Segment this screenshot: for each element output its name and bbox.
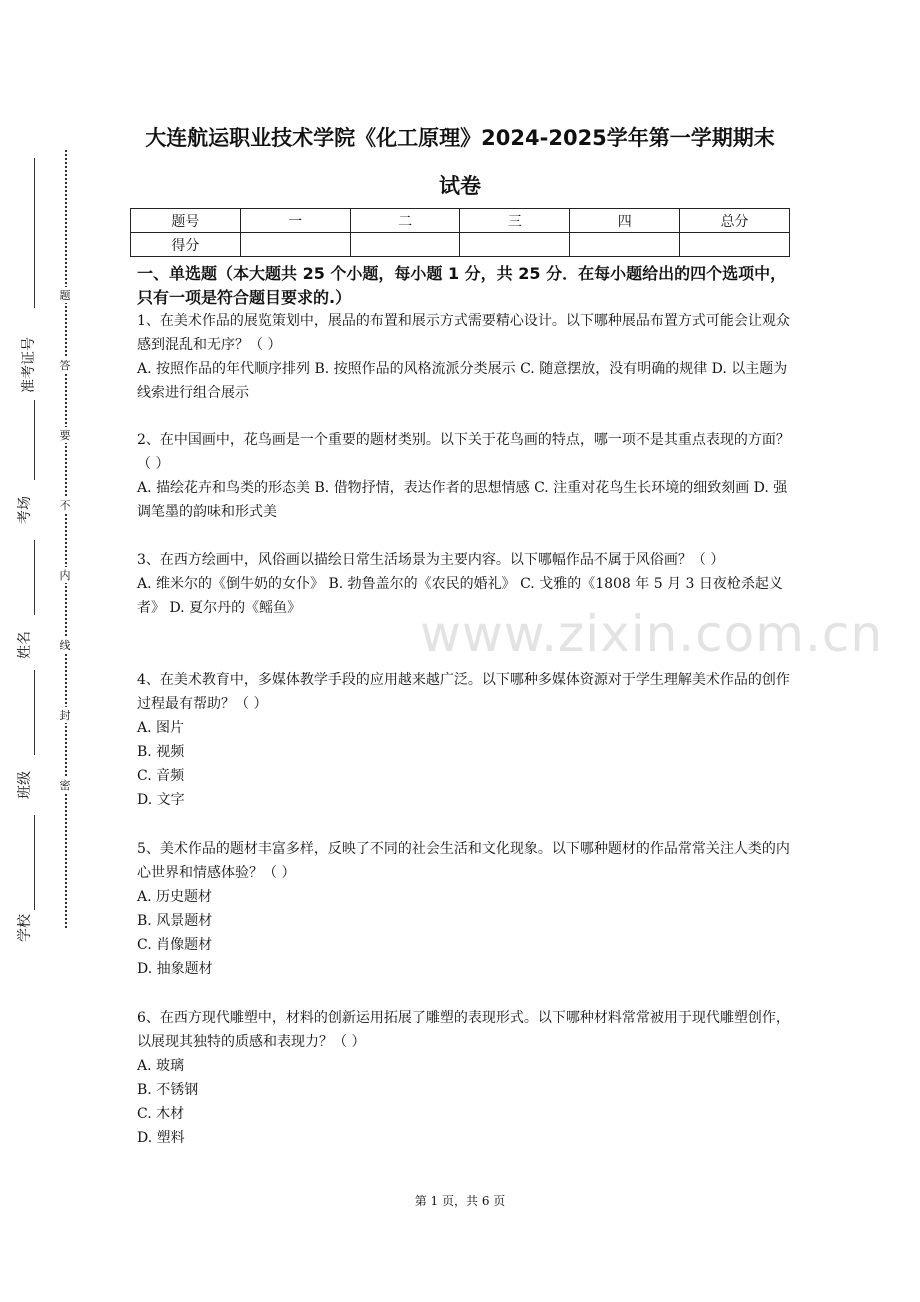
fill-line bbox=[34, 815, 35, 910]
score-cell bbox=[460, 233, 570, 257]
label-exam-number: 准考证号 bbox=[21, 337, 37, 393]
binding-char: 内 bbox=[59, 569, 71, 582]
score-header-cell: 题号 bbox=[131, 209, 241, 233]
question-options: A. 描绘花卉和鸟类的形态美 B. 借物抒情，表达作者的思想情感 C. 注重对花鸟生长环境的细致刻画 D. 强调笔墨的韵味和形式美 bbox=[137, 480, 788, 520]
question-stem: 3、在西方绘画中，风俗画以描绘日常生活场景为主要内容。以下哪幅作品不属于风俗画？（ ） bbox=[137, 552, 725, 568]
score-header-row bbox=[131, 209, 790, 233]
label-class: 班级 bbox=[17, 771, 33, 799]
fill-line bbox=[34, 400, 35, 480]
binding-char: 要 bbox=[59, 429, 71, 442]
binding-char: 封 bbox=[59, 709, 71, 722]
question-5 bbox=[137, 837, 797, 981]
score-cell bbox=[570, 233, 680, 257]
score-header-cell: 一 bbox=[240, 209, 350, 233]
score-header-cell: 四 bbox=[570, 209, 680, 233]
score-table bbox=[130, 208, 790, 257]
fill-line bbox=[34, 158, 35, 308]
option: A. 历史题材 bbox=[137, 889, 213, 905]
score-header-cell: 二 bbox=[350, 209, 460, 233]
binding-char: 密 bbox=[59, 779, 71, 792]
option: D. 塑料 bbox=[137, 1130, 185, 1146]
label-exam-room: 考场 bbox=[17, 496, 33, 524]
question-stem: 2、在中国画中，花鸟画是一个重要的题材类别。以下关于花鸟画的特点，哪一项不是其重点表现的方面？（ ） bbox=[137, 432, 790, 472]
watermark: www.zixin.com.cn bbox=[420, 605, 884, 663]
option: D. 抽象题材 bbox=[137, 961, 213, 977]
question-4 bbox=[137, 668, 797, 812]
question-3 bbox=[137, 548, 797, 620]
score-row bbox=[131, 233, 790, 257]
score-header-cell: 总分 bbox=[680, 209, 790, 233]
option: A. 玻璃 bbox=[137, 1058, 185, 1074]
score-cell bbox=[350, 233, 460, 257]
question-1 bbox=[137, 309, 797, 405]
option: B. 视频 bbox=[137, 744, 185, 760]
fill-line bbox=[34, 670, 35, 755]
question-6 bbox=[137, 1006, 797, 1150]
label-school: 学校 bbox=[17, 914, 33, 942]
binding-char: 线 bbox=[59, 639, 71, 652]
score-cell bbox=[240, 233, 350, 257]
option: A. 图片 bbox=[137, 720, 185, 736]
question-2 bbox=[137, 428, 797, 524]
option: D. 文字 bbox=[137, 792, 185, 808]
fill-line bbox=[34, 540, 35, 615]
question-stem: 4、在美术教育中，多媒体教学手段的应用越来越广泛。以下哪种多媒体资源对于学生理解美术作品的创作过程最有帮助？（ ） bbox=[137, 672, 790, 712]
question-stem: 5、美术作品的题材丰富多样，反映了不同的社会生活和文化现象。以下哪种题材的作品常常关注人类的内心世界和情感体验？（ ） bbox=[137, 841, 790, 881]
question-stem: 6、在西方现代雕塑中，材料的创新运用拓展了雕塑的表现形式。以下哪种材料常常被用于现代雕塑创作，以展现其独特的质感和表现力？（ ） bbox=[137, 1010, 790, 1050]
question-options: A. 按照作品的年代顺序排列 B. 按照作品的风格流派分类展示 C. 随意摆放，没有明确的规律 D. 以主题为线索进行组合展示 bbox=[137, 361, 788, 401]
binding-char: 答 bbox=[59, 359, 71, 372]
label-name: 姓名 bbox=[17, 631, 33, 659]
option: C. 木材 bbox=[137, 1106, 185, 1122]
binding-dotted-line bbox=[65, 150, 67, 928]
section-heading: 一、单选题（本大题共 25 个小题，每小题 1 分，共 25 分．在每小题给出的四个选项中，只有一项是符合题目要求的.） bbox=[137, 264, 787, 307]
binding-char: 不 bbox=[59, 499, 71, 512]
score-header-cell: 三 bbox=[460, 209, 570, 233]
binding-char: 题 bbox=[59, 289, 71, 302]
question-stem: 1、在美术作品的展览策划中，展品的布置和展示方式需要精心设计。以下哪种展品布置方式可能会让观众感到混乱和无序？（ ） bbox=[137, 313, 790, 353]
document-title: 大连航运职业技术学院《化工原理》2024-2025学年第一学期期末 bbox=[145, 126, 775, 150]
page-footer: 第 1 页，共 6 页 bbox=[414, 1194, 506, 1208]
option: B. 不锈钢 bbox=[137, 1082, 199, 1098]
score-row-label: 得分 bbox=[131, 233, 241, 257]
option: B. 风景题材 bbox=[137, 913, 213, 929]
option: C. 肖像题材 bbox=[137, 937, 213, 953]
question-options: A. 维米尔的《倒牛奶的女仆》 B. 勃鲁盖尔的《农民的婚礼》 C. 戈雅的《1808 年 5 月 3 日夜枪杀起义者》 D. 夏尔丹的《鳐鱼》 bbox=[137, 576, 783, 616]
score-cell bbox=[680, 233, 790, 257]
option: C. 音频 bbox=[137, 768, 185, 784]
document-title-cont: 试卷 bbox=[439, 174, 481, 198]
